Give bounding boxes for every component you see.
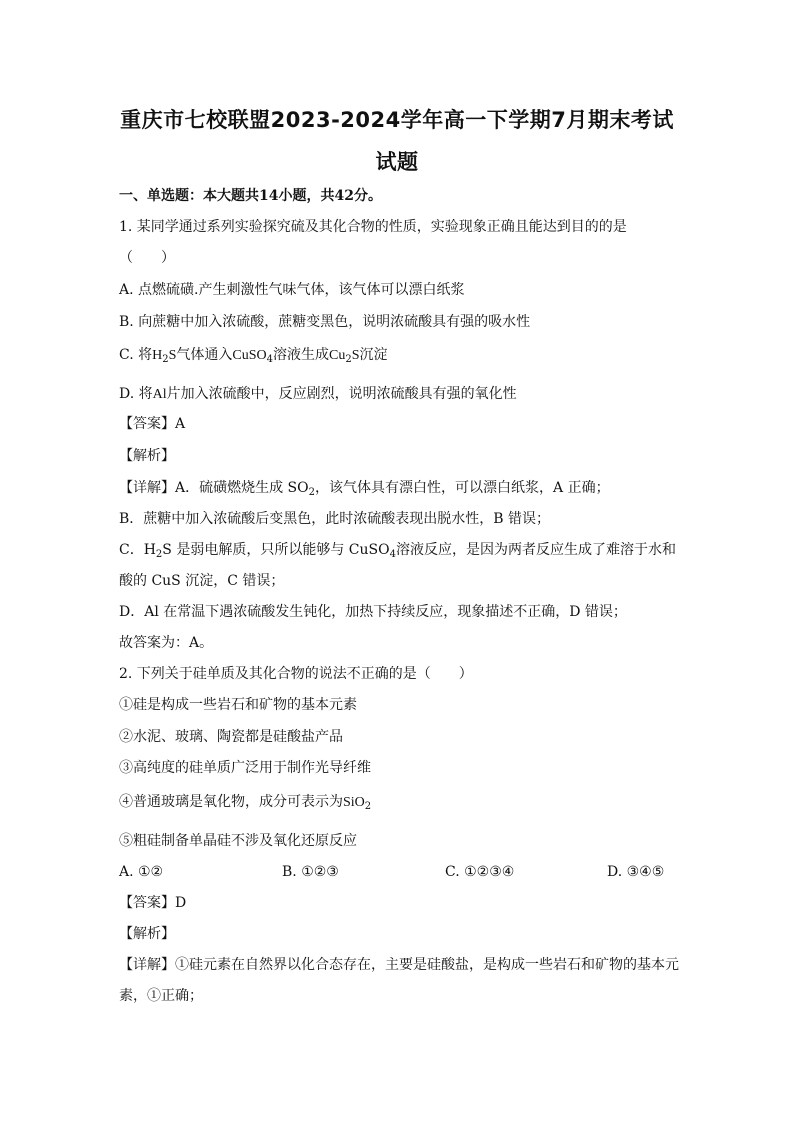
- question-1-option-d: D. 将Al片加入浓硫酸中，反应剧烈，说明浓硫酸具有强的氧化性: [119, 386, 517, 402]
- question-2-option-b: B. ①②③: [282, 864, 339, 880]
- question-2-option-c: C. ①②③④: [445, 864, 515, 880]
- question-2-item-2: ②水泥、玻璃、陶瓷都是硅酸盐产品: [119, 729, 343, 745]
- question-2-option-d: D. ③④⑤: [607, 864, 665, 880]
- question-2-option-a: A. ①②: [119, 864, 164, 880]
- question-1-paren: （ ）: [119, 250, 175, 266]
- question-1-detail-c: C．$H_2S$ 是弱电解质，只所以能够与 CuSO$_4$溶液反应，是因为两者反应生成了难溶于水和: [119, 542, 676, 560]
- question-2-item-3: ③高纯度的硅单质广泛用于制作光导纤维: [119, 760, 371, 776]
- question-2-item-5: ⑤粗硅制备单晶硅不涉及氧化还原反应: [119, 833, 357, 849]
- question-2-stem: 2. 下列关于硅单质及其化合物的说法不正确的是（ ）: [119, 666, 473, 682]
- question-1-option-c: C. 将$H_2S$气体通入CuSO$_4$溶液生成$Cu_2S$沉淀: [119, 347, 388, 365]
- question-1-conclusion: 故答案为：A。: [119, 635, 214, 651]
- question-1-detail-b: B．蔗糖中加入浓硫酸后变黑色，此时浓硫酸表现出脱水性，B 错误；: [119, 511, 551, 527]
- document-title-continued: 试题: [375, 150, 419, 174]
- question-1-detail-a: 【详解】A．硫磺燃烧生成 $SO_2$，该气体具有漂白性，可以漂白纸浆，A 正确；: [119, 480, 610, 498]
- question-2-answer: 【答案】D: [119, 895, 187, 911]
- section-heading: 一、单选题：本大题共14小题，共42分。: [119, 188, 382, 204]
- question-1-analysis-label: 【解析】: [119, 448, 175, 464]
- question-2-analysis-label: 【解析】: [119, 926, 175, 942]
- question-1-option-a: A. 点燃硫磺.产生刺激性气味气体，该气体可以漂白纸浆: [119, 282, 465, 298]
- question-2-item-4: ④普通玻璃是氧化物，成分可表示为SiO$_2$: [119, 794, 372, 812]
- question-1-stem: 1. 某同学通过系列实验探究硫及其化合物的性质，实验现象正确且能达到目的的是: [119, 219, 627, 235]
- document-title: 重庆市七校联盟2023-2024学年高一下学期7月期末考试: [120, 108, 674, 132]
- question-1-detail-c-continued: 酸的 CuS 沉淀，C 错误；: [119, 573, 285, 589]
- question-1-option-b: B. 向蔗糖中加入浓硫酸，蔗糖变黑色，说明浓硫酸具有强的吸水性: [119, 314, 531, 330]
- question-2-item-1: ①硅是构成一些岩石和矿物的基本元素: [119, 697, 357, 713]
- question-2-detail-1-continued: 素，①正确；: [119, 988, 203, 1004]
- question-1-detail-d: D．Al 在常温下遇浓硫酸发生钝化，加热下持续反应，现象描述不正确，D 错误；: [119, 604, 627, 620]
- question-1-answer: 【答案】A: [119, 416, 186, 432]
- question-2-detail-1: 【详解】①硅元素在自然界以化合态存在，主要是硅酸盐，是构成一些岩石和矿物的基本元: [119, 957, 679, 973]
